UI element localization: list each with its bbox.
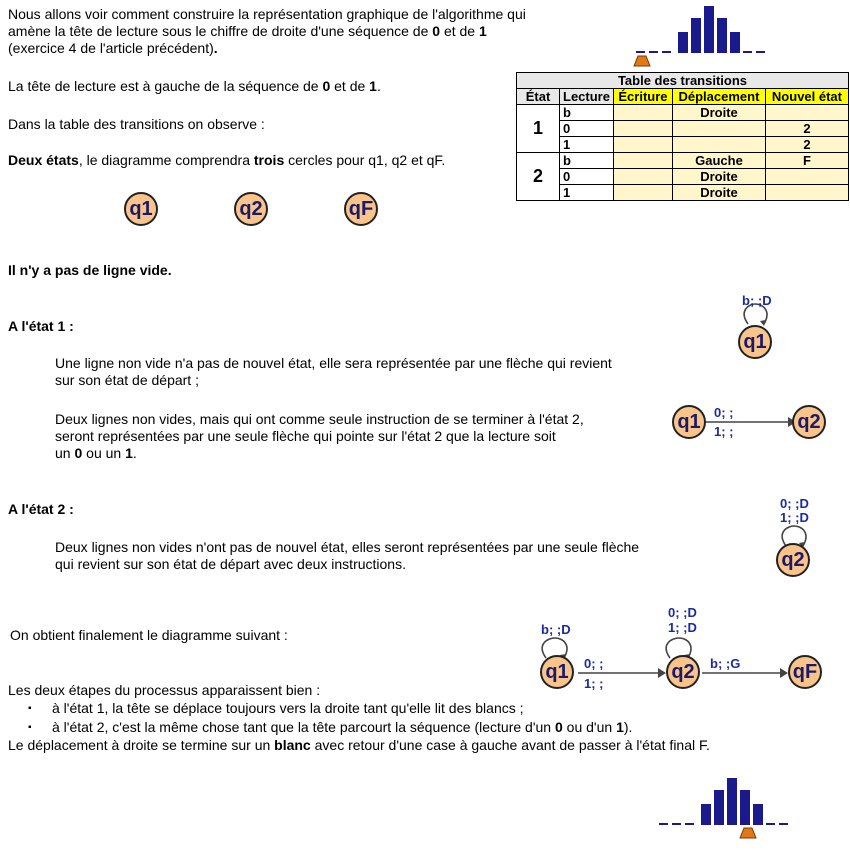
head-position-text [8, 78, 381, 95]
state1-p1-line2: sur son état de départ ; [55, 372, 199, 388]
steps-conclusion [8, 737, 710, 754]
etat-cell: 1 [517, 105, 560, 153]
final-text: On obtient finalement le diagramme suivant : [10, 627, 288, 643]
text: 0 [432, 23, 441, 39]
tape-illustration-top [632, 4, 772, 68]
arrowhead-icon [780, 668, 788, 678]
deplacement-cell: Droite [672, 105, 765, 121]
text: . [132, 445, 137, 461]
tape-bar [753, 804, 763, 825]
tape-bars [701, 778, 763, 825]
no-empty-line-text: Il n'y a pas de ligne vide. [8, 262, 172, 278]
text: (exercice 4 de l'article précédent) [8, 40, 214, 56]
lecture-cell: 1 [560, 185, 614, 201]
tape-bar [730, 32, 740, 53]
text: , le diagramme comprendra [78, 152, 254, 168]
deplacement-cell [672, 121, 765, 137]
col-header-etat: État [517, 89, 560, 105]
transition-table [516, 72, 849, 201]
q1-q2-label-top: 0; ; [714, 405, 734, 420]
table-row [517, 153, 849, 169]
list-item [0, 718, 632, 737]
lecture-cell: b [560, 153, 614, 169]
col-header-lecture: Lecture [560, 89, 614, 105]
q1-q2-label-bottom: 1; ; [714, 424, 734, 439]
table-row [517, 121, 849, 137]
state-circle-qf: qF [344, 192, 378, 226]
state2-heading: A l'état 2 : [8, 501, 74, 517]
nouvel-etat-cell [765, 105, 848, 121]
text: cercles pour q1, q2 et qF. [284, 152, 446, 168]
list-item: ▪ à l'état 1, la tête se déplace toujours vers la droite tant qu'elle lit des blancs ; [0, 699, 632, 718]
text: Le déplacement à droite se termine sur un [8, 737, 275, 753]
table-title: Table des transitions [517, 73, 849, 89]
ecriture-cell [613, 185, 672, 201]
deplacement-cell [672, 137, 765, 153]
intro-line-3 [8, 40, 218, 57]
lecture-cell: b [560, 105, 614, 121]
text: ou un [82, 445, 126, 461]
final-q1-loop-label: b; ;D [541, 622, 571, 637]
text: un [55, 445, 75, 461]
deplacement-cell: Gauche [672, 153, 765, 169]
lecture-cell: 0 [560, 169, 614, 185]
final-q1-q2-label-top: 0; ; [584, 656, 604, 671]
tape-bars [678, 6, 740, 53]
state2-node-q2: q2 [776, 543, 810, 577]
table-row [517, 185, 849, 201]
final-node-qf: qF [788, 655, 822, 689]
ecriture-cell [613, 105, 672, 121]
tape-bar [740, 790, 750, 825]
steps-intro: Les deux étapes du processus apparaissent bien : [8, 682, 321, 698]
text: amène la tête de lecture sous le chiffre de droite d'une séquence de [8, 23, 433, 39]
final-q2-qf-label: b; ;G [710, 656, 741, 671]
final-node-q1: q1 [540, 655, 574, 689]
text: . [376, 78, 381, 94]
state-circle-q2: q2 [234, 192, 268, 226]
intro-line-1: Nous allons voir comment construire la représentation graphique de l'algorithme qui [8, 6, 526, 22]
deplacement-cell: Droite [672, 185, 765, 201]
nouvel-etat-cell [765, 169, 848, 185]
text: et de [440, 23, 479, 39]
text: avec retour d'une case à gauche avant de passer à l'état final F. [310, 737, 710, 753]
states-line [8, 152, 445, 169]
final-q2-loop-label-2: 1; ;D [668, 620, 697, 635]
state1-loop-label: b; ;D [742, 293, 772, 308]
text: 0 [322, 78, 331, 94]
state2-p-line2: qui revient sur son état de départ avec deux instructions. [55, 556, 406, 572]
text: à l'état 2, c'est la même chose tant que la tête parcourt la séquence (lecture d'un [52, 719, 555, 735]
tape-bar [701, 804, 711, 825]
text: 1 [616, 719, 624, 735]
deplacement-cell: Droite [672, 169, 765, 185]
final-q1-q2-label-bottom: 1; ; [584, 676, 604, 691]
text: 1 [478, 23, 487, 39]
arrowhead-icon [658, 668, 666, 678]
state1-p2-line2: seront représentées par une seule flèche qui pointe sur l'état 2 que la lecture soit [55, 428, 556, 444]
tape-bar [704, 6, 714, 53]
read-head-icon [634, 56, 650, 66]
state1-p1-line1: Une ligne non vide n'a pas de nouvel état, elle sera représentée par une flèche qui revient [55, 355, 612, 371]
state1-node-q1b: q1 [672, 405, 706, 439]
text: ou d'un [562, 719, 617, 735]
table-row [517, 105, 849, 121]
col-header-deplacement: Déplacement [672, 89, 765, 105]
text: blanc [274, 737, 311, 753]
etat-cell: 2 [517, 153, 560, 201]
nouvel-etat-cell: 2 [765, 137, 848, 153]
nouvel-etat-cell [765, 185, 848, 201]
read-head-icon [740, 828, 756, 838]
tape-illustration-bottom [655, 774, 795, 840]
state1-p2-line3 [55, 445, 137, 462]
state1-node-q1: q1 [738, 325, 772, 359]
text: . [213, 40, 218, 56]
text: trois [253, 152, 285, 168]
final-node-q2: q2 [666, 655, 700, 689]
text: et de [330, 78, 370, 94]
state-circle-q1: q1 [124, 192, 158, 226]
lecture-cell: 0 [560, 121, 614, 137]
intro-line-2 [8, 23, 487, 40]
final-q2-loop-label-1: 0; ;D [668, 605, 697, 620]
text: 1 [369, 78, 377, 94]
state1-heading: A l'état 1 : [8, 318, 74, 334]
ecriture-cell [613, 169, 672, 185]
ecriture-cell [613, 153, 672, 169]
tape-bar [714, 790, 724, 825]
table-row [517, 137, 849, 153]
state1-node-q2: q2 [792, 405, 826, 439]
table-row [517, 169, 849, 185]
state2-loop-label-1: 0; ;D [780, 496, 809, 511]
observe-text: Dans la table des transitions on observe : [8, 116, 265, 132]
tape-bar [727, 778, 737, 825]
text: 0 [74, 445, 83, 461]
state1-p2-line1: Deux lignes non vides, mais qui ont comme seule instruction de se terminer à l'état 2, [55, 411, 584, 427]
state2-loop-label-2: 1; ;D [780, 510, 809, 525]
ecriture-cell [613, 121, 672, 137]
col-header-ecriture: Écriture [613, 89, 672, 105]
text: La tête de lecture est à gauche de la séquence de [8, 78, 323, 94]
steps-list [0, 699, 632, 737]
ecriture-cell [613, 137, 672, 153]
nouvel-etat-cell: F [765, 153, 848, 169]
text: 0 [554, 719, 563, 735]
state2-p-line1: Deux lignes non vides n'ont pas de nouvel état, elles seront représentées par une seule flèche [55, 539, 640, 555]
text: ). [623, 719, 633, 735]
tape-bar [717, 18, 727, 53]
text: 1 [125, 445, 133, 461]
lecture-cell: 1 [560, 137, 614, 153]
text: Deux états [8, 152, 79, 168]
tape-bar [678, 32, 688, 53]
tape-bar [691, 18, 701, 53]
col-header-nouvel-etat: Nouvel état [765, 89, 848, 105]
nouvel-etat-cell: 2 [765, 121, 848, 137]
